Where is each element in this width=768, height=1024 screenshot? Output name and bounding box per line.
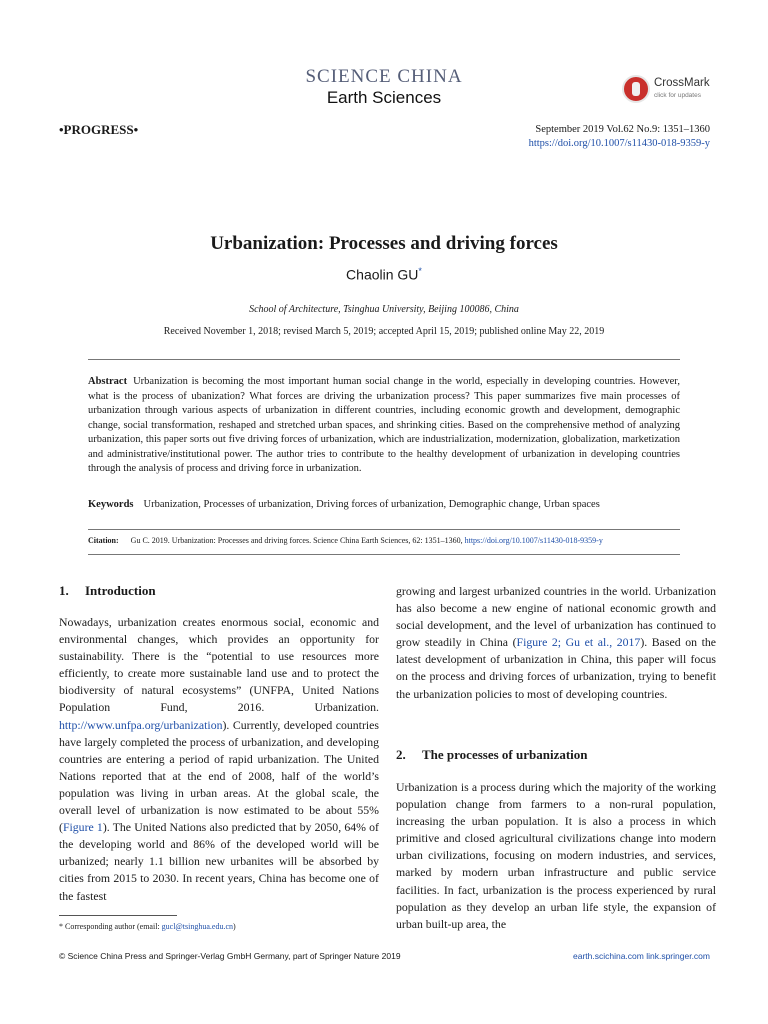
citation	[88, 536, 688, 545]
right-text-1: growing and largest urbanized countries in the world. Urbanization has also become a new engine of national economic growth and social development, and the level of urbanization has continued to grow steadily in China (	[396, 584, 716, 650]
issue-meta	[529, 123, 710, 151]
abstract-top-rule	[88, 359, 680, 360]
citation-label: Citation:	[88, 536, 119, 545]
footnote	[59, 922, 236, 931]
heading-number: 2.	[396, 747, 406, 762]
journal-title: SCIENCE CHINA	[305, 66, 463, 87]
crossmark-sub: click for updates	[654, 92, 701, 99]
processes-paragraph: Urbanization is a process during which the majority of the working population change from farmers to a non-rural population, increasing the urban population. It is also a process in which primitive and closed agricultural civilizations change into modern urban civilizations, focusing on modern industries, and services, marked by modern urban infrastructure and public service facilities. In fact, urbanization is the process experienced by rural population as they develop an urban life style, the expansion of urban built-up area, the	[396, 780, 716, 931]
citation-text: Gu C. 2019. Urbanization: Processes and driving forces. Science China Earth Sciences, 62: 1351–1360,	[130, 536, 463, 545]
author-mark[interactable]: *	[418, 266, 422, 276]
abstract	[88, 375, 680, 477]
footer-links[interactable]: earth.scichina.com link.springer.com	[572, 951, 710, 961]
section-tag: •PROGRESS•	[59, 122, 139, 137]
crossmark-badge[interactable]	[622, 75, 722, 105]
author-line	[0, 266, 768, 283]
affiliation: School of Architecture, Tsinghua University, Beijing 100086, China	[249, 304, 519, 315]
footer-copyright: © Science China Press and Springer-Verlag GmbH Germany, part of Springer Nature 2019	[59, 951, 401, 961]
issue-info: September 2019 Vol.62 No.9: 1351–1360	[535, 124, 710, 135]
heading-introduction	[59, 583, 156, 599]
keywords	[88, 499, 680, 510]
publication-dates: Received November 1, 2018; revised March 5, 2019; accepted April 15, 2019; published online May 22, 2019	[163, 326, 605, 337]
figure-1-link[interactable]: Figure 1	[62, 820, 103, 835]
journal-subtitle: Earth Sciences	[326, 88, 442, 107]
email-link[interactable]: gucl@tsinghua.edu.cn	[161, 922, 234, 931]
paper-title: Urbanization: Processes and driving forces	[210, 233, 558, 254]
heading-processes	[396, 747, 588, 763]
heading-title: The processes of urbanization	[422, 747, 588, 762]
unfpa-link[interactable]: http://www.unfpa.org/urbanization	[59, 717, 223, 732]
heading-title: Introduction	[85, 583, 156, 598]
intro-paragraph	[59, 614, 379, 905]
keywords-label: Keywords	[88, 499, 134, 510]
doi-link[interactable]: https://doi.org/10.1007/s11430-018-9359-y	[528, 138, 710, 149]
footnote-rule	[59, 915, 177, 916]
citation-bottom-rule	[88, 554, 680, 555]
abstract-text: Urbanization is becoming the most important human social change in the world, especially in developing countries. However, what is the process of ubanization? What forces are driving the urbanization process? This paper summarizes five main processes of urbanization through various aspects of urbanization in different countries, including economic growth and development, demographic change, social transformation, reshaped and stretched urban spaces, and shrinking cities. Based on the comprehensive method of analyzing urbanization, this paper sorts out five driving forces of urbanization, which are industrialization, modernization, globalization, marketization and administrative/institutional power. The author tries to contribute to the healthy development of urbanization in developing countries through the analysis of process and driving force in urbanization.	[88, 376, 680, 474]
crossmark-label: CrossMark	[654, 77, 710, 89]
keywords-text: Urbanization, Processes of urbanization, Driving forces of urbanization, Demographic change, Urban spaces	[143, 499, 600, 510]
heading-number: 1.	[59, 583, 69, 598]
right-paragraph-1	[396, 583, 716, 703]
abstract-label: Abstract	[88, 376, 128, 387]
crossmark-icon	[622, 75, 650, 103]
citation-top-rule	[88, 529, 680, 530]
footnote-text: * Corresponding author (email:	[59, 922, 162, 931]
intro-text-3: ). The United Nations also predicted that by 2050, 64% of the developing world and 86% of the developed world will be urbanized; nearly 1.1 billion new urbanites will be absorbed by cities from 2015 to 2030. In recent years, China has become one of the fastest	[59, 820, 379, 903]
figure-2-link[interactable]: Figure 2; Gu et al., 2017	[516, 635, 641, 650]
intro-text-2: ). Currently, developed countries have largely completed the process of urbanization, and developing countries are entering a period of rapid urbanization. The United Nations reported that at the end of 2008, half of the world’s population was living in urban areas. At the global scale, the overall level of urbanization is now estimated to be about 55% (	[59, 717, 379, 835]
right-text-2: ). Based on the latest development of urbanization in China, this paper will focus on the process and driving forces of urbanization, trying to benefit the urbanization policies to most of developing countries.	[396, 635, 716, 701]
author-name: Chaolin GU	[346, 266, 419, 283]
footnote-close: )	[233, 922, 236, 931]
intro-text-1: Nowadays, urbanization creates enormous social, economic and environmental changes, which provides an opportunity for sustainability. There is the “potential to use resources more efficiently, to create more sustainable land use and to protect the biodiversity of natural ecosystems” (UNFPA, United Nations Population Fund, 2016. Urbanization.	[59, 615, 379, 715]
citation-doi-link[interactable]: https://doi.org/10.1007/s11430-018-9359-y	[464, 536, 603, 545]
